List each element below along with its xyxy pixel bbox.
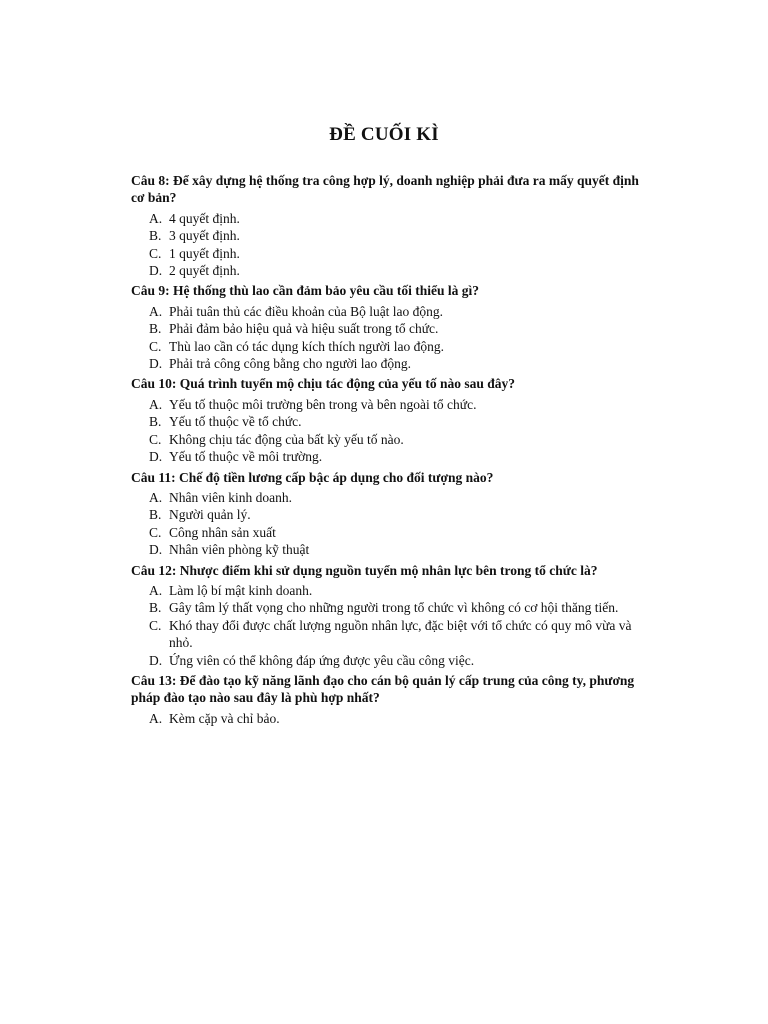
option-d — [131, 652, 651, 669]
option-list — [131, 303, 651, 373]
option-a — [131, 710, 651, 727]
option-letter: B. — [149, 507, 162, 523]
option-b — [131, 227, 651, 244]
option-letter: A. — [149, 303, 163, 319]
option-letter: C. — [149, 617, 162, 633]
option-text: Phải đảm bảo hiệu quả và hiệu suất trong tổ chức. — [169, 321, 439, 337]
question-text: Câu 11: Chế độ tiền lương cấp bậc áp dụng cho đối tượng nào? — [131, 469, 494, 485]
option-letter: B. — [149, 228, 162, 244]
option-b — [131, 413, 651, 430]
option-d — [131, 448, 651, 465]
option-c — [131, 524, 651, 541]
option-list — [131, 582, 651, 669]
question-12 — [131, 562, 651, 669]
option-text: 2 quyết định. — [169, 263, 240, 279]
option-list — [131, 396, 651, 466]
question-text: Câu 10: Quá trình tuyển mộ chịu tác động của yếu tố nào sau đây? — [131, 376, 516, 392]
option-text: Khó thay đổi được chất lượng nguồn nhân lực, đặc biệt với tổ chức có quy mô vừa và nhỏ. — [169, 617, 632, 651]
option-b — [131, 320, 651, 337]
option-text: Không chịu tác động của bất kỳ yếu tố nào. — [169, 431, 404, 447]
option-c — [131, 338, 651, 355]
page-title: ĐỀ CUỐI KÌ — [329, 124, 439, 145]
option-text: 3 quyết định. — [169, 228, 240, 244]
option-letter: C. — [149, 524, 162, 540]
option-a — [131, 210, 651, 227]
option-text: Gây tâm lý thất vọng cho những người trong tổ chức vì không có cơ hội thăng tiến. — [169, 600, 619, 616]
option-text: Yếu tố thuộc môi trường bên trong và bên ngoài tổ chức. — [169, 396, 477, 412]
option-text: Thù lao cần có tác dụng kích thích người lao động. — [169, 338, 445, 354]
question-13 — [131, 672, 651, 727]
option-letter: B. — [149, 600, 162, 616]
option-a — [131, 582, 651, 599]
option-text: Yếu tố thuộc về môi trường. — [169, 449, 323, 465]
question-9 — [131, 282, 651, 372]
question-list — [131, 172, 651, 730]
option-a — [131, 303, 651, 320]
option-c — [131, 245, 651, 262]
option-list — [131, 710, 651, 727]
option-letter: C. — [149, 338, 162, 354]
question-11 — [131, 469, 651, 559]
option-b — [131, 599, 651, 616]
option-text: Làm lộ bí mật kinh doanh. — [169, 582, 313, 598]
option-letter: B. — [149, 414, 162, 430]
option-c — [131, 617, 651, 652]
option-letter: D. — [149, 652, 163, 668]
option-letter: C. — [149, 431, 162, 447]
option-letter: A. — [149, 710, 163, 726]
option-text: Kèm cặp và chỉ bảo. — [169, 710, 280, 726]
option-text: Yếu tố thuộc về tổ chức. — [169, 414, 302, 430]
question-text: Câu 8: Để xây dựng hệ thống tra công hợp lý, doanh nghiệp phải đưa ra mấy quyết định cơ bản? — [131, 173, 639, 206]
option-text: Nhân viên phòng kỹ thuật — [169, 542, 310, 558]
option-text: Nhân viên kinh doanh. — [169, 489, 292, 505]
option-text: Phải tuân thủ các điều khoản của Bộ luật lao động. — [169, 303, 444, 319]
option-text: Công nhân sản xuất — [169, 524, 276, 540]
option-d — [131, 355, 651, 372]
option-text: 4 quyết định. — [169, 210, 240, 226]
question-text: Câu 12: Nhược điểm khi sử dụng nguồn tuyển mộ nhân lực bên trong tổ chức là? — [131, 562, 598, 578]
option-list — [131, 210, 651, 280]
option-letter: D. — [149, 263, 163, 279]
option-text: Phải trả công công bằng cho người lao động. — [169, 356, 412, 372]
option-letter: A. — [149, 396, 163, 412]
option-letter: C. — [149, 245, 162, 261]
option-text: Người quản lý. — [169, 507, 251, 523]
option-d — [131, 541, 651, 558]
option-a — [131, 489, 651, 506]
question-text: Câu 9: Hệ thống thù lao cần đảm bảo yêu cầu tối thiểu là gì? — [131, 283, 480, 299]
option-letter: A. — [149, 210, 163, 226]
option-letter: D. — [149, 542, 163, 558]
option-a — [131, 396, 651, 413]
option-letter: A. — [149, 489, 163, 505]
option-letter: D. — [149, 356, 163, 372]
option-text: 1 quyết định. — [169, 245, 240, 261]
option-letter: A. — [149, 582, 163, 598]
option-letter: B. — [149, 321, 162, 337]
question-8 — [131, 172, 651, 279]
option-text: Ứng viên có thể không đáp ứng được yêu cầu công việc. — [169, 652, 475, 668]
option-d — [131, 262, 651, 279]
option-c — [131, 431, 651, 448]
option-letter: D. — [149, 449, 163, 465]
question-10 — [131, 375, 651, 465]
question-text: Câu 13: Để đào tạo kỹ năng lãnh đạo cho cán bộ quản lý cấp trung của công ty, phương pháp đào tạo nào sau đây là phù hợp nhất? — [131, 672, 635, 706]
option-list — [131, 489, 651, 559]
option-b — [131, 506, 651, 523]
